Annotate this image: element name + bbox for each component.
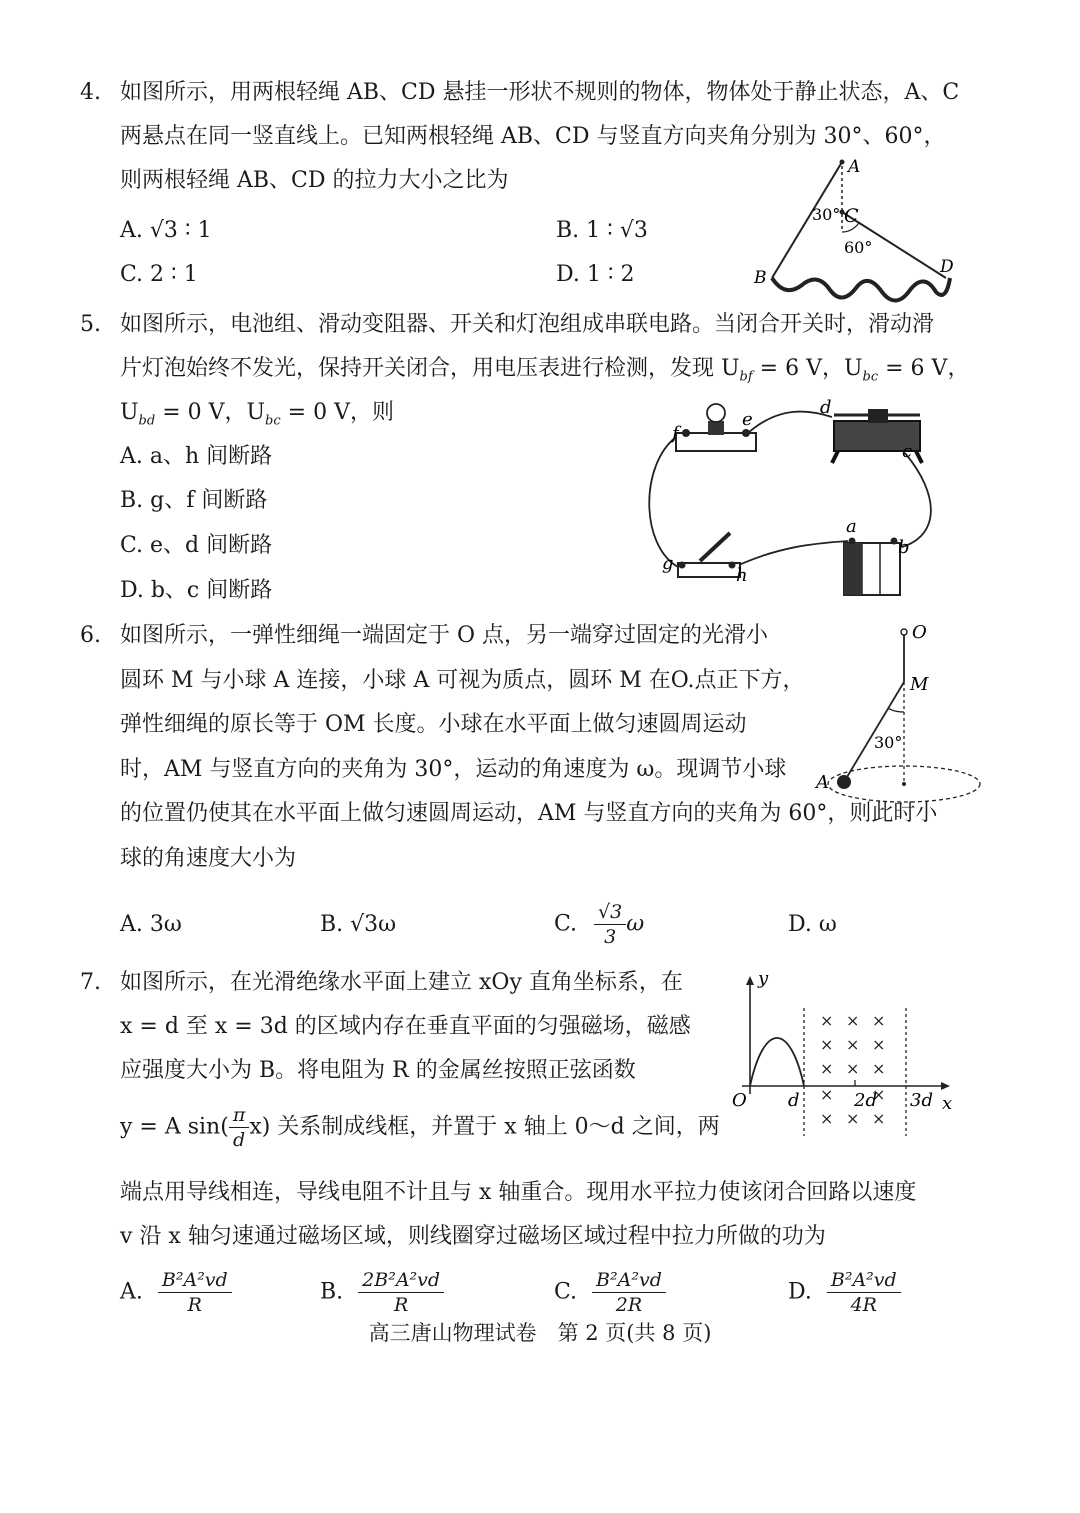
q6-figure — [810, 620, 990, 820]
q5-wire-f-g — [649, 437, 678, 567]
q5-bulb-icon — [707, 404, 725, 422]
q7-option-d-label: D. — [788, 1279, 812, 1305]
q5-wire-c-b — [902, 453, 931, 547]
q7-number: 7. — [80, 970, 101, 995]
q5-terminal-e — [742, 429, 750, 437]
q5-option-a: A. a、h 间断路 — [120, 444, 273, 469]
q7-label-d: d — [788, 1090, 800, 1111]
q6-number: 6. — [80, 623, 101, 648]
q6-circle-center — [902, 782, 906, 786]
q6-option-c-omega: ω — [626, 911, 645, 937]
q5-line-3 — [120, 398, 394, 436]
q4-option-b: B. 1 ∶ √3 — [556, 218, 648, 243]
q7-field-mark: × — [820, 1059, 834, 1078]
q7-option-b-label: B. — [320, 1279, 344, 1305]
q7-option-a — [120, 1268, 232, 1317]
q7-option-c-fraction — [592, 1268, 666, 1317]
q7-field-mark: × — [846, 1109, 860, 1128]
q5-label-e: e — [742, 409, 753, 430]
q7-field-mark: × — [872, 1085, 886, 1104]
page-footer: 高三唐山物理试卷 第 2 页(共 8 页) — [368, 1321, 712, 1345]
q4-number: 4. — [80, 80, 101, 105]
q7-field-mark: × — [846, 1035, 860, 1054]
q4-label-d: D — [940, 257, 954, 277]
q5-label-g: g — [662, 553, 674, 574]
q4-option-d: D. 1 ∶ 2 — [556, 262, 635, 287]
q5-switch-lever — [700, 533, 730, 561]
q5-rheostat-leg-right — [916, 451, 922, 463]
q5-line-2-end: = 6 V， — [878, 356, 970, 381]
q5-label-b: b — [898, 537, 910, 558]
q6-option-c-fraction — [594, 900, 626, 949]
q4-line-3: 则两根轻绳 AB、CD 的拉力大小之比为 — [120, 168, 509, 193]
q5-terminal-f — [682, 429, 690, 437]
q4-line-2: 两悬点在同一竖直线上。已知两根轻绳 AB、CD 与竖直方向夹角分别为 30°、60°， — [120, 124, 946, 149]
q5-terminal-h — [729, 562, 736, 569]
q7-option-a-fraction — [158, 1268, 232, 1317]
q7-line-4-start: y = A sin( — [120, 1114, 229, 1140]
q7-field-mark: × — [820, 1011, 834, 1030]
q5-label-c: c — [902, 441, 913, 462]
q5-sub-bd: bd — [138, 413, 156, 429]
q6-option-d: D. ω — [788, 912, 837, 937]
q6-option-c-denominator: 3 — [604, 926, 617, 948]
q7-label-x: x — [942, 1093, 953, 1114]
q7-option-a-den: R — [187, 1294, 202, 1316]
q4-line-1: 如图所示，用两根轻绳 AB、CD 悬挂一形状不规则的物体，物体处于静止状态，A、C — [120, 80, 960, 105]
q6-line-3: 弹性细绳的原长等于 OM 长度。小球在水平面上做匀速圆周运动 — [120, 712, 747, 737]
q7-option-c-den: 2R — [615, 1294, 643, 1316]
q7-option-a-label: A. — [120, 1279, 143, 1305]
q6-option-c-label: C. — [554, 911, 578, 937]
q5-label-a: a — [846, 516, 857, 537]
q5-terminal-g — [679, 562, 686, 569]
q5-circuit-figure — [640, 395, 950, 595]
q7-option-c-label: C. — [554, 1279, 578, 1305]
q5-option-b: B. g、f 间断路 — [120, 488, 268, 513]
q4-option-a: A. √3 ∶ 1 — [120, 218, 212, 243]
q7-line-6: v 沿 x 轴匀速通过磁场区域，则线圈穿过磁场区域过程中拉力所做的功为 — [120, 1224, 826, 1249]
q5-line-3-mid: = 0 V，U — [155, 400, 266, 425]
q7-x-axis-arrow — [941, 1082, 950, 1090]
q5-wire-h-a — [730, 541, 848, 569]
q4-point-a — [840, 160, 845, 165]
q6-line-4: 时，AM 与竖直方向的夹角为 30°，运动的角速度为 ω。现调节小球 — [120, 757, 787, 782]
q7-figure — [728, 966, 968, 1141]
q7-option-c — [554, 1268, 666, 1317]
q5-number: 5. — [80, 312, 101, 337]
q6-label-m: M — [910, 674, 929, 695]
q7-field-mark: × — [820, 1109, 834, 1128]
q5-option-d: D. b、c 间断路 — [120, 578, 273, 603]
q6-line-1: 如图所示，一弹性细绳一端固定于 O 点，另一端穿过固定的光滑小 — [120, 623, 769, 648]
q7-line-4 — [120, 1103, 720, 1152]
q5-sub-bc: bc — [862, 369, 879, 385]
q6-option-c-numerator: √3 — [594, 900, 626, 925]
q5-line-3-text: U — [120, 400, 139, 425]
q7-field-mark: × — [820, 1035, 834, 1054]
q7-option-c-num: B²A²vd — [592, 1268, 666, 1293]
q7-field-mark: × — [872, 1109, 886, 1128]
q7-label-3d: 3d — [910, 1090, 933, 1111]
q7-line-2: x = d 至 x = 3d 的区域内存在垂直平面的匀强磁场，磁感 — [120, 1014, 691, 1039]
q6-label-o: O — [912, 622, 927, 643]
q6-ball-a — [837, 775, 851, 789]
q7-line-3: 应强度大小为 B。将电阻为 R 的金属丝按照正弦函数 — [120, 1058, 636, 1083]
q5-line-1: 如图所示，电池组、滑动变阻器、开关和灯泡组成串联电路。当闭合开关时，滑动滑 — [120, 312, 935, 337]
q5-option-c: C. e、d 间断路 — [120, 533, 273, 558]
q4-object-outline — [772, 278, 950, 301]
q7-field-mark: × — [846, 1011, 860, 1030]
q7-field-mark: × — [872, 1011, 886, 1030]
q5-sub-bc-2: bc — [265, 413, 281, 429]
q5-line-2 — [120, 354, 969, 392]
q7-option-b-den: R — [393, 1294, 409, 1316]
q7-field-mark: × — [846, 1059, 860, 1078]
q6-line-6: 球的角速度大小为 — [120, 846, 297, 871]
q7-field-mark: × — [820, 1085, 834, 1104]
q5-label-h: h — [736, 565, 748, 586]
q5-lamp-socket — [708, 421, 724, 435]
q7-field-mark: × — [872, 1035, 886, 1054]
q5-line-2-text: 片灯泡始终不发光，保持开关闭合，用电压表进行检测，发现 U — [120, 356, 740, 381]
q7-option-d-num: B²A²vd — [827, 1268, 901, 1293]
q4-label-c: C — [844, 205, 859, 227]
q7-sin-fraction-num: π — [229, 1103, 250, 1128]
q4-angle-30: 30° — [812, 205, 841, 224]
q4-angle-60: 60° — [844, 238, 873, 257]
q4-label-b: B — [754, 268, 767, 288]
q7-line-5: 端点用导线相连，导线电阻不计且与 x 轴重合。现用水平拉力使该闭合回路以速度 — [120, 1180, 917, 1205]
q7-field-mark: × — [872, 1059, 886, 1078]
q7-line-4-end: x) 关系制成线框，并置于 x 轴上 0～d 之间，两 — [249, 1114, 720, 1140]
q7-option-d — [788, 1268, 901, 1317]
q5-battery-shade — [844, 543, 862, 595]
q7-label-2d: 2d — [854, 1090, 877, 1111]
q5-label-d: d — [820, 397, 832, 418]
q6-label-a: A — [816, 772, 829, 793]
q4-label-a: A — [848, 157, 861, 177]
q6-point-o — [901, 629, 907, 635]
q7-line-1: 如图所示，在光滑绝缘水平面上建立 xOy 直角坐标系，在 — [120, 970, 683, 995]
q7-sin-fraction-den: d — [232, 1129, 246, 1151]
q6-option-c — [554, 900, 644, 949]
q6-angle-arc — [888, 708, 904, 712]
q7-sine-loop — [750, 1038, 804, 1086]
q7-option-b — [320, 1268, 444, 1317]
q7-option-d-fraction — [827, 1268, 901, 1317]
q6-option-a: A. 3ω — [120, 912, 182, 937]
q7-option-a-num: B²A²vd — [158, 1268, 232, 1293]
q5-rheostat-leg-left — [832, 451, 838, 463]
q4-figure — [740, 150, 970, 310]
q7-label-y: y — [758, 968, 769, 989]
q5-terminal-a — [849, 538, 856, 545]
q6-angle-label: 30° — [874, 733, 903, 752]
q5-sub-bf: bf — [739, 369, 753, 385]
q6-option-b: B. √3ω — [320, 912, 397, 937]
q6-line-2: 圆环 M 与小球 A 连接，小球 A 可视为质点，圆环 M 在O.点正下方， — [120, 668, 805, 693]
q6-line-5: 的位置仍使其在水平面上做匀速圆周运动，AM 与竖直方向的夹角为 60°，则此时小 — [120, 801, 938, 826]
q7-option-b-num: 2B²A²vd — [358, 1268, 444, 1293]
q7-label-o: O — [732, 1090, 747, 1111]
q7-option-d-den: 4R — [850, 1294, 877, 1316]
q5-label-f: f — [672, 423, 679, 444]
q5-line-3-end: = 0 V，则 — [280, 400, 394, 425]
q5-terminal-b — [891, 538, 898, 545]
q7-sin-fraction — [229, 1103, 250, 1152]
q7-y-axis-arrow — [746, 976, 754, 985]
q4-option-c: C. 2 ∶ 1 — [120, 262, 198, 287]
q7-option-b-fraction — [358, 1268, 444, 1317]
q5-line-2-mid: = 6 V，U — [752, 356, 863, 381]
